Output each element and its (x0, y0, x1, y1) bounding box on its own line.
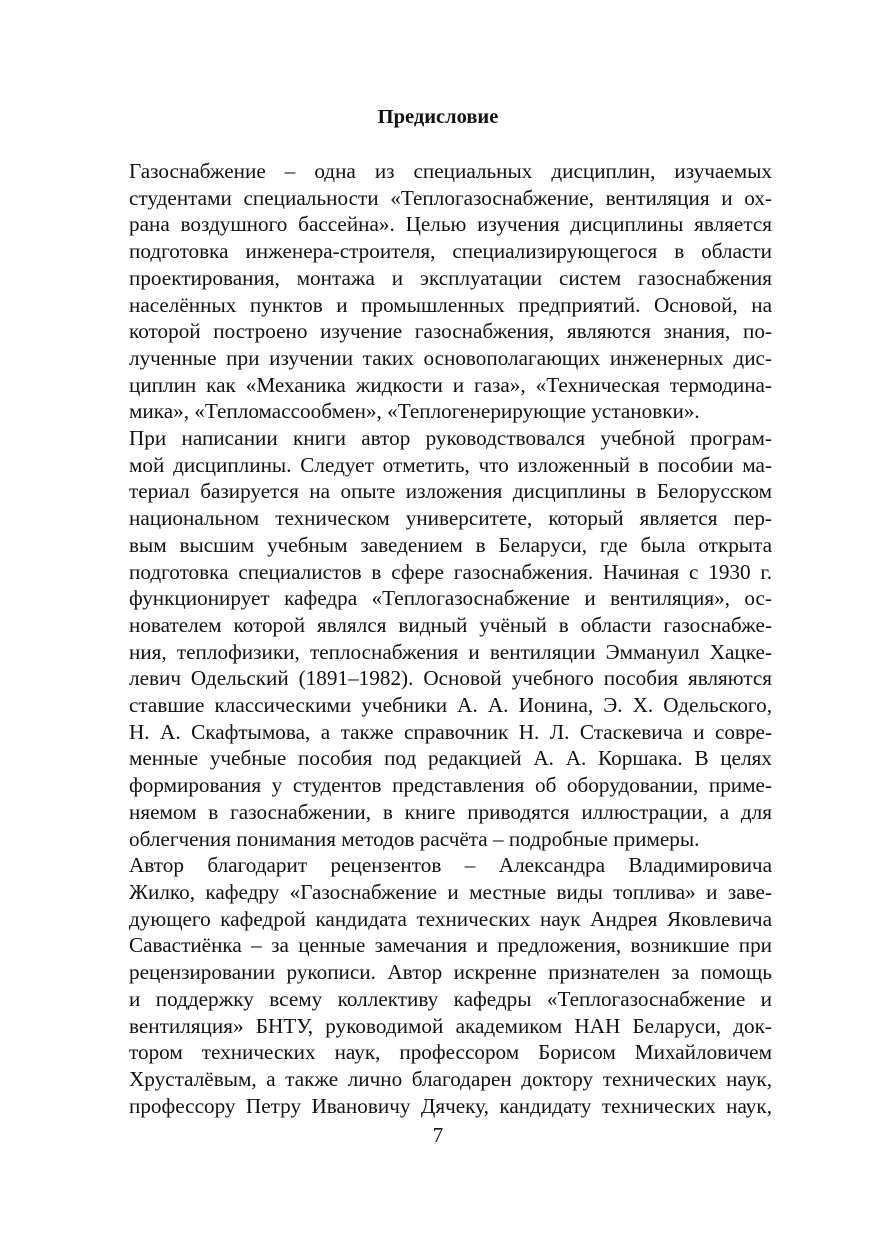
text-line: подготовка инженера-строителя, специализирующегося в области (129, 239, 772, 264)
text-line: лученные при изучении таких основополагающих инженерных дис- (129, 345, 772, 370)
text-line: ния, теплофизики, теплоснабжения и вентиляции Эммануил Хацке- (129, 639, 772, 664)
text-line: студентами специальности «Теплогазоснабжение, вентиляция и ох- (129, 185, 772, 210)
text-line: мика», «Тепломассообмен», «Теплогенерирующие установки». (129, 399, 700, 424)
text-line: Жилко, кафедру «Газоснабжение и местные виды топлива» и заве- (129, 879, 772, 904)
text-line: Газоснабжение – одна из специальных дисциплин, изучаемых (129, 159, 772, 183)
text-line: рана воздушного бассейна». Целью изучения дисциплины является (129, 212, 772, 237)
text-line: подготовка специалистов в сфере газоснабжения. Начиная с 1930 г. (129, 559, 772, 584)
text-line: Н. А. Скафтымова, а также справочник Н. Л. Стаскевича и совре- (129, 719, 772, 744)
text-line: проектирования, монтажа и эксплуатации систем газоснабжения (129, 265, 772, 290)
text-line: рецензировании рукописи. Автор искренне признателен за помощь (129, 960, 772, 985)
paragraph-acknowledgements (104, 852, 772, 1119)
text-line: нователем которой являлся видный учёный в области газоснабже- (129, 612, 772, 637)
text-line: которой построено изучение газоснабжения, являются знания, по- (129, 319, 772, 344)
text-line: вым высшим учебным заведением в Беларуси, где была открыта (129, 532, 772, 557)
text-line: дующего кафедрой кандидата технических наук Андрея Яковлевича (129, 906, 772, 931)
text-line: и поддержку всему коллективу кафедры «Теплогазоснабжение и (129, 986, 772, 1011)
text-line: населённых пунктов и промышленных предприятий. Основой, на (129, 292, 772, 317)
text-line: териал базируется на опыте изложения дисциплины в Белорусском (129, 479, 772, 504)
document-page (104, 104, 772, 1119)
text-line: Савастиёнка – за ценные замечания и предложения, возникшие при (129, 933, 772, 958)
text-line: Хрусталёвым, а также лично благодарен доктору технических наук, (129, 1066, 772, 1091)
text-line: Автор благодарит рецензентов – Александра Владимировича (129, 853, 772, 878)
page-title: Предисловие (377, 106, 499, 128)
text-line: профессору Петру Ивановичу Дячеку, кандидату технических наук, (129, 1093, 772, 1118)
page-number: 7 (432, 1123, 444, 1147)
text-line: няемом в газоснабжении, в книге приводятся иллюстрации, а для (129, 799, 772, 824)
text-line: национальном техническом университете, который является пер- (129, 506, 772, 531)
text-line: ставшие классическими учебники А. А. Ионина, Э. Х. Одельского, (129, 693, 772, 718)
text-line: менные учебные пособия под редакцией А. А. Коршака. В целях (129, 746, 772, 771)
paragraph-book-basis (104, 425, 772, 852)
text-line: формирования у студентов представления об оборудовании, приме- (129, 773, 772, 798)
text-line: циплин как «Механика жидкости и газа», «Техническая термодина- (129, 372, 772, 397)
text-line: левич Одельский (1891–1982). Основой учебного пособия являются (129, 666, 772, 691)
text-line: вентиляция» БНТУ, руководимой академиком НАН Беларуси, док- (129, 1013, 772, 1038)
paragraph-intro (104, 158, 772, 425)
text-line: мой дисциплины. Следует отметить, что изложенный в пособии ма- (129, 452, 772, 477)
text-line: тором технических наук, профессором Борисом Михайловичем (129, 1040, 772, 1065)
text-line: При написании книги автор руководствовался учебной програм- (129, 426, 772, 451)
text-line: функционирует кафедра «Теплогазоснабжение и вентиляция», ос- (129, 586, 772, 611)
text-line: облегчения понимания методов расчёта – подробные примеры. (129, 826, 700, 851)
